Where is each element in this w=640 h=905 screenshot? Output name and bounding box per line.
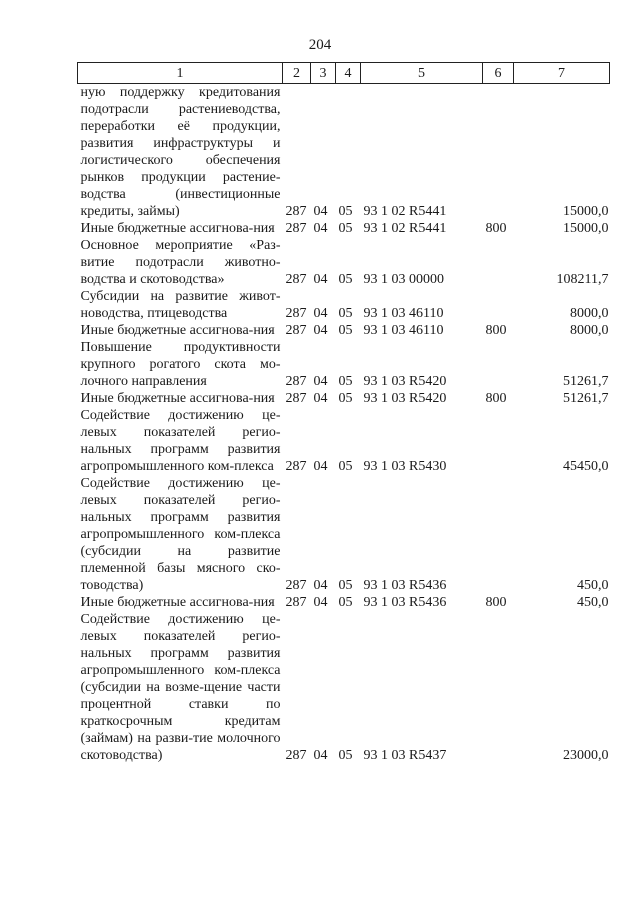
row-subsection-code: 05 xyxy=(338,221,353,236)
row-expense-type: 800 xyxy=(485,391,507,406)
row-subsection-code: 05 xyxy=(338,374,353,389)
row-section-code: 04 xyxy=(313,459,328,474)
row-description: Содействие достижению це-левых показателей регио-нальных программ развития агропромышленного ком-плекса (субсидии на возме-щение части процентной ставки по краткосрочным кредитам (займам) на разви-тие молочного скотоводства) xyxy=(80,612,281,763)
row-target-article: 93 1 03 R5436 xyxy=(363,578,447,593)
table-row xyxy=(78,84,610,221)
row-subsection-code: 05 xyxy=(338,391,353,406)
row-description: Иные бюджетные ассигнова-ния xyxy=(80,595,275,610)
table-header-row xyxy=(78,63,610,84)
row-section-code: 04 xyxy=(313,323,328,338)
row-ministry-code: 287 xyxy=(285,374,307,389)
header-col-3: 3 xyxy=(311,63,336,84)
row-ministry-code: 287 xyxy=(285,323,307,338)
row-amount: 450,0 xyxy=(577,595,609,610)
row-amount: 15000,0 xyxy=(563,204,609,219)
row-amount: 45450,0 xyxy=(563,459,609,474)
row-ministry-code: 287 xyxy=(285,578,307,593)
table-row xyxy=(78,390,610,407)
row-target-article: 93 1 03 46110 xyxy=(363,306,444,321)
row-target-article: 93 1 03 R5430 xyxy=(363,459,447,474)
row-amount: 15000,0 xyxy=(563,221,609,236)
header-col-7: 7 xyxy=(514,63,610,84)
row-subsection-code: 05 xyxy=(338,272,353,287)
row-description: Иные бюджетные ассигнова-ния xyxy=(80,323,275,338)
row-description: Содействие достижению це-левых показателей регио-нальных программ развития агропромышленного ком-плекса (субсидии на развитие племенной базы мясного ско-товодства) xyxy=(80,476,281,593)
row-section-code: 04 xyxy=(313,272,328,287)
row-subsection-code: 05 xyxy=(338,323,353,338)
row-expense-type xyxy=(483,288,514,322)
header-col-1: 1 xyxy=(78,63,283,84)
table-body xyxy=(78,84,610,765)
table-row xyxy=(78,220,610,237)
row-target-article: 93 1 02 R5441 xyxy=(363,204,447,219)
row-target-article: 93 1 02 R5441 xyxy=(363,221,447,236)
row-subsection-code: 05 xyxy=(338,748,353,763)
table-row xyxy=(78,322,610,339)
row-section-code: 04 xyxy=(313,204,328,219)
row-amount: 8000,0 xyxy=(570,306,609,321)
row-ministry-code: 287 xyxy=(285,748,307,763)
row-target-article: 93 1 03 R5420 xyxy=(363,374,447,389)
row-target-article: 93 1 03 00000 xyxy=(363,272,444,287)
row-description: Содействие достижению це-левых показателей регио-нальных программ развития агропромышленного ком-плекса xyxy=(80,408,281,474)
table-row xyxy=(78,594,610,611)
budget-table xyxy=(77,62,610,764)
row-expense-type: 800 xyxy=(485,221,507,236)
row-section-code: 04 xyxy=(313,221,328,236)
row-description: Субсидии на развитие живот-новодства, птицеводства xyxy=(80,289,281,321)
row-description: ную поддержку кредитования подотрасли растениеводства, переработки её продукции, развития инфраструктуры и логистического обеспечения рынков продукции растение-водства (инвестиционные кредиты, займы) xyxy=(80,85,281,219)
page-number: 204 xyxy=(308,37,332,53)
row-section-code: 04 xyxy=(313,306,328,321)
row-subsection-code: 05 xyxy=(338,306,353,321)
row-expense-type xyxy=(483,84,514,221)
row-section-code: 04 xyxy=(313,578,328,593)
row-target-article: 93 1 03 R5420 xyxy=(363,391,447,406)
row-section-code: 04 xyxy=(313,391,328,406)
table-row xyxy=(78,237,610,288)
row-amount: 8000,0 xyxy=(570,323,609,338)
header-col-5: 5 xyxy=(361,63,483,84)
row-expense-type: 800 xyxy=(485,323,507,338)
row-expense-type xyxy=(483,611,514,764)
header-col-4: 4 xyxy=(336,63,361,84)
row-target-article: 93 1 03 R5437 xyxy=(363,748,447,763)
table-row xyxy=(78,407,610,475)
row-ministry-code: 287 xyxy=(285,459,307,474)
row-expense-type xyxy=(483,237,514,288)
row-description: Повышение продуктивности крупного рогатого скота мо-лочного направления xyxy=(80,340,281,389)
row-amount: 51261,7 xyxy=(563,374,609,389)
row-ministry-code: 287 xyxy=(285,221,307,236)
table-row xyxy=(78,611,610,764)
row-subsection-code: 05 xyxy=(338,204,353,219)
row-description: Иные бюджетные ассигнова-ния xyxy=(80,391,275,406)
table-row xyxy=(78,339,610,390)
row-description: Иные бюджетные ассигнова-ния xyxy=(80,221,275,236)
row-ministry-code: 287 xyxy=(285,595,307,610)
row-target-article: 93 1 03 46110 xyxy=(363,323,444,338)
table-row xyxy=(78,475,610,594)
row-ministry-code: 287 xyxy=(285,306,307,321)
row-section-code: 04 xyxy=(313,374,328,389)
row-expense-type: 800 xyxy=(485,595,507,610)
header-col-2: 2 xyxy=(283,63,311,84)
row-ministry-code: 287 xyxy=(285,272,307,287)
row-subsection-code: 05 xyxy=(338,578,353,593)
row-amount: 108211,7 xyxy=(556,272,609,287)
row-expense-type xyxy=(483,407,514,475)
row-expense-type xyxy=(483,475,514,594)
row-section-code: 04 xyxy=(313,595,328,610)
row-amount: 23000,0 xyxy=(563,748,609,763)
row-description: Основное мероприятие «Раз-витие подотрасли животно-водства и скотоводства» xyxy=(80,238,281,287)
row-section-code: 04 xyxy=(313,748,328,763)
row-expense-type xyxy=(483,339,514,390)
row-amount: 450,0 xyxy=(577,578,609,593)
row-subsection-code: 05 xyxy=(338,595,353,610)
row-subsection-code: 05 xyxy=(338,459,353,474)
row-ministry-code: 287 xyxy=(285,391,307,406)
header-col-6: 6 xyxy=(483,63,514,84)
row-target-article: 93 1 03 R5436 xyxy=(363,595,447,610)
row-ministry-code: 287 xyxy=(285,204,307,219)
table-row xyxy=(78,288,610,322)
row-amount: 51261,7 xyxy=(563,391,609,406)
